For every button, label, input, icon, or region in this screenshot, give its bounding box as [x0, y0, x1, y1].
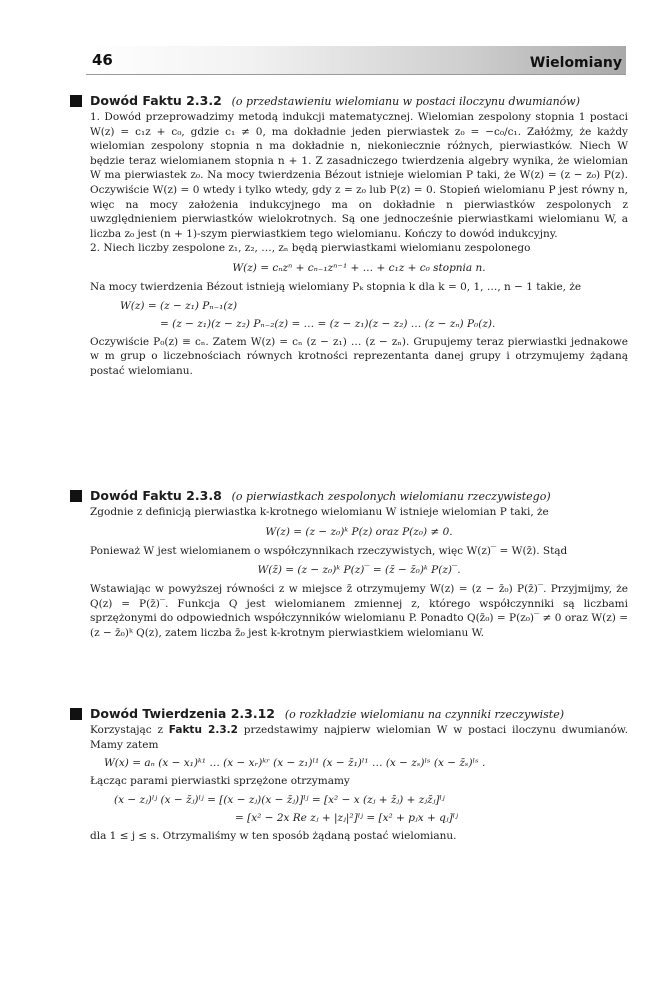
page-header [86, 46, 626, 75]
paragraph: 2. Niech liczby zespolone z₁, z₂, …, zₙ będą pierwiastkami wielomianu zespolonego [90, 242, 531, 255]
equation: = (z − z₁)(z − z₂) Pₙ₋₂(z) = … = (z − z₁)(z − z₂) … (z − zₙ) P₀(z). [160, 317, 496, 330]
equation: W(z) = (z − z₁) Pₙ₋₁(z) [120, 299, 238, 312]
section-heading [70, 488, 628, 505]
text-run: przedstawimy najpierw wielomian W w postaci iloczynu dwumianów. Mamy zatem [90, 724, 628, 751]
section-title: Dowód Faktu 2.3.2 [90, 93, 222, 108]
section-proof-fact-2-3-8 [70, 488, 628, 641]
section-subtitle: (o przedstawieniu wielomianu w postaci iloczynu dwumianów) [231, 95, 581, 108]
section-subtitle: (o pierwiastkach zespolonych wielomianu rzeczywistego) [231, 490, 551, 503]
running-head: Wielomiany [529, 55, 622, 71]
paragraph: Wstawiając w powyższej równości z w miejsce z̄ otrzymujemy W(z) = (z − z̄₀) P(z̄)‾. Przyjmijmy, że Q(z) = P(z̄)‾. Funkcja Q jest wielomianem zmiennej z, którego współczynniki są liczbami sprzężonymi do odpowiednich współczynników wielomianu P. Ponadto Q(z̄₀) = P(z₀)‾ ≠ 0 oraz W(z) = (z − z̄₀)ᵏ Q(z), zatem liczba z̄₀ jest k-krotnym pierwiastkiem wielomianu W. [90, 583, 628, 639]
paragraph: Na mocy twierdzenia Bézout istnieją wielomiany Pₖ stopnia k dla k = 0, 1, …, n − 1 takie, że [90, 280, 582, 293]
paragraph: Zgodnie z definicją pierwiastka k-krotnego wielomianu W istnieje wielomian P taki, że [90, 506, 549, 518]
paragraph: 1. Dowód przeprowadzimy metodą indukcji matematycznej. Wielomian zespolony stopnia 1 postaci W(z) = c₁z + c₀, gdzie c₁ ≠ 0, ma dokładnie jeden pierwiastek z₀ = −c₀/c₁. Załóżmy, że każdy wielomian zespolony stopnia n ma dokładnie n, niekoniecznie różnych, pierwiastków. Niech W będzie teraz wielomianem stopnia n + 1. Z zasadniczego twierdzenia algebry wynika, że wielomian W ma pierwiastek z₀. Na mocy twierdzenia Bézout istnieje wielomian P taki, że W(z) = (z − z₀) P(z). Oczywiście W(z) = 0 wtedy i tylko wtedy, gdy z = z₀ lub P(z) = 0. Stopień wielomianu P jest równy n, więc na mocy założenia indukcyjnego ma on dokładnie n pierwiastków zespolonych z uwzględnieniem pierwiastków wielokrotnych. Są one jednocześnie pierwiastkami wielomianu W, a liczba z₀ jest (n + 1)-szym pierwiastkiem tego wielomianu. Kończy to dowód indukcyjny. [90, 111, 628, 240]
section-heading [70, 93, 628, 110]
section-subtitle: (o rozkładzie wielomianu na czynniki rzeczywiste) [284, 708, 565, 721]
paragraph: dla 1 ≤ j ≤ s. Otrzymaliśmy w ten sposób żądaną postać wielomianu. [90, 829, 457, 842]
paragraph: Łącząc parami pierwiastki sprzężone otrzymamy [90, 775, 350, 788]
page-number: 46 [92, 51, 113, 69]
paragraph: Oczywiście P₀(z) ≡ cₙ. Zatem W(z) = cₙ (z − z₁) … (z − zₙ). Grupujemy teraz pierwiastki jednakowe w m grup o liczebnościach równych krotności reprezentanta danej grupy i otrzymujemy żądaną postać wielomianu. [90, 335, 628, 377]
section-title: Dowód Twierdzenia 2.3.12 [90, 706, 275, 721]
section-proof-theorem-2-3-12 [70, 706, 628, 843]
square-bullet-icon [70, 95, 82, 107]
equation: W(z̄) = (z − z₀)ᵏ P(z)‾ = (z̄ − z̄₀)ᵏ P(z)‾. [257, 564, 461, 577]
text-run: Korzystając z [90, 724, 169, 736]
section-title: Dowód Faktu 2.3.8 [90, 488, 222, 503]
equation: (x − zⱼ)ˡʲ (x − z̄ⱼ)ˡʲ = [(x − zⱼ)(x − z̄ⱼ)]ˡʲ = [x² − x (zⱼ + z̄ⱼ) + zⱼz̄ⱼ]ˡʲ [114, 793, 445, 806]
paragraph: Ponieważ W jest wielomianem o współczynnikach rzeczywistych, więc W(z)‾ = W(z̄). Stąd [90, 544, 568, 557]
equation: W(x) = aₙ (x − x₁)ᵏ¹ … (x − xᵣ)ᵏʳ (x − z₁)ˡ¹ (x − z̄₁)ˡ¹ … (x − zₛ)ˡˢ (x − z̄ₛ)ˡˢ . [104, 757, 486, 770]
fact-reference: Faktu 2.3.2 [168, 724, 238, 736]
square-bullet-icon [70, 708, 82, 720]
section-heading [70, 706, 628, 723]
equation: W(z) = cₙzⁿ + cₙ₋₁zⁿ⁻¹ + … + c₁z + c₀ stopnia n. [232, 261, 486, 274]
paragraph [90, 723, 628, 752]
square-bullet-icon [70, 490, 82, 502]
equation: = [x² − 2x Re zⱼ + |zⱼ|²]ˡʲ = [x² + pⱼx + qⱼ]ˡʲ [235, 811, 458, 824]
equation: W(z) = (z − z₀)ᵏ P(z) oraz P(z₀) ≠ 0. [265, 525, 453, 538]
section-proof-fact-2-3-2 [70, 93, 628, 378]
